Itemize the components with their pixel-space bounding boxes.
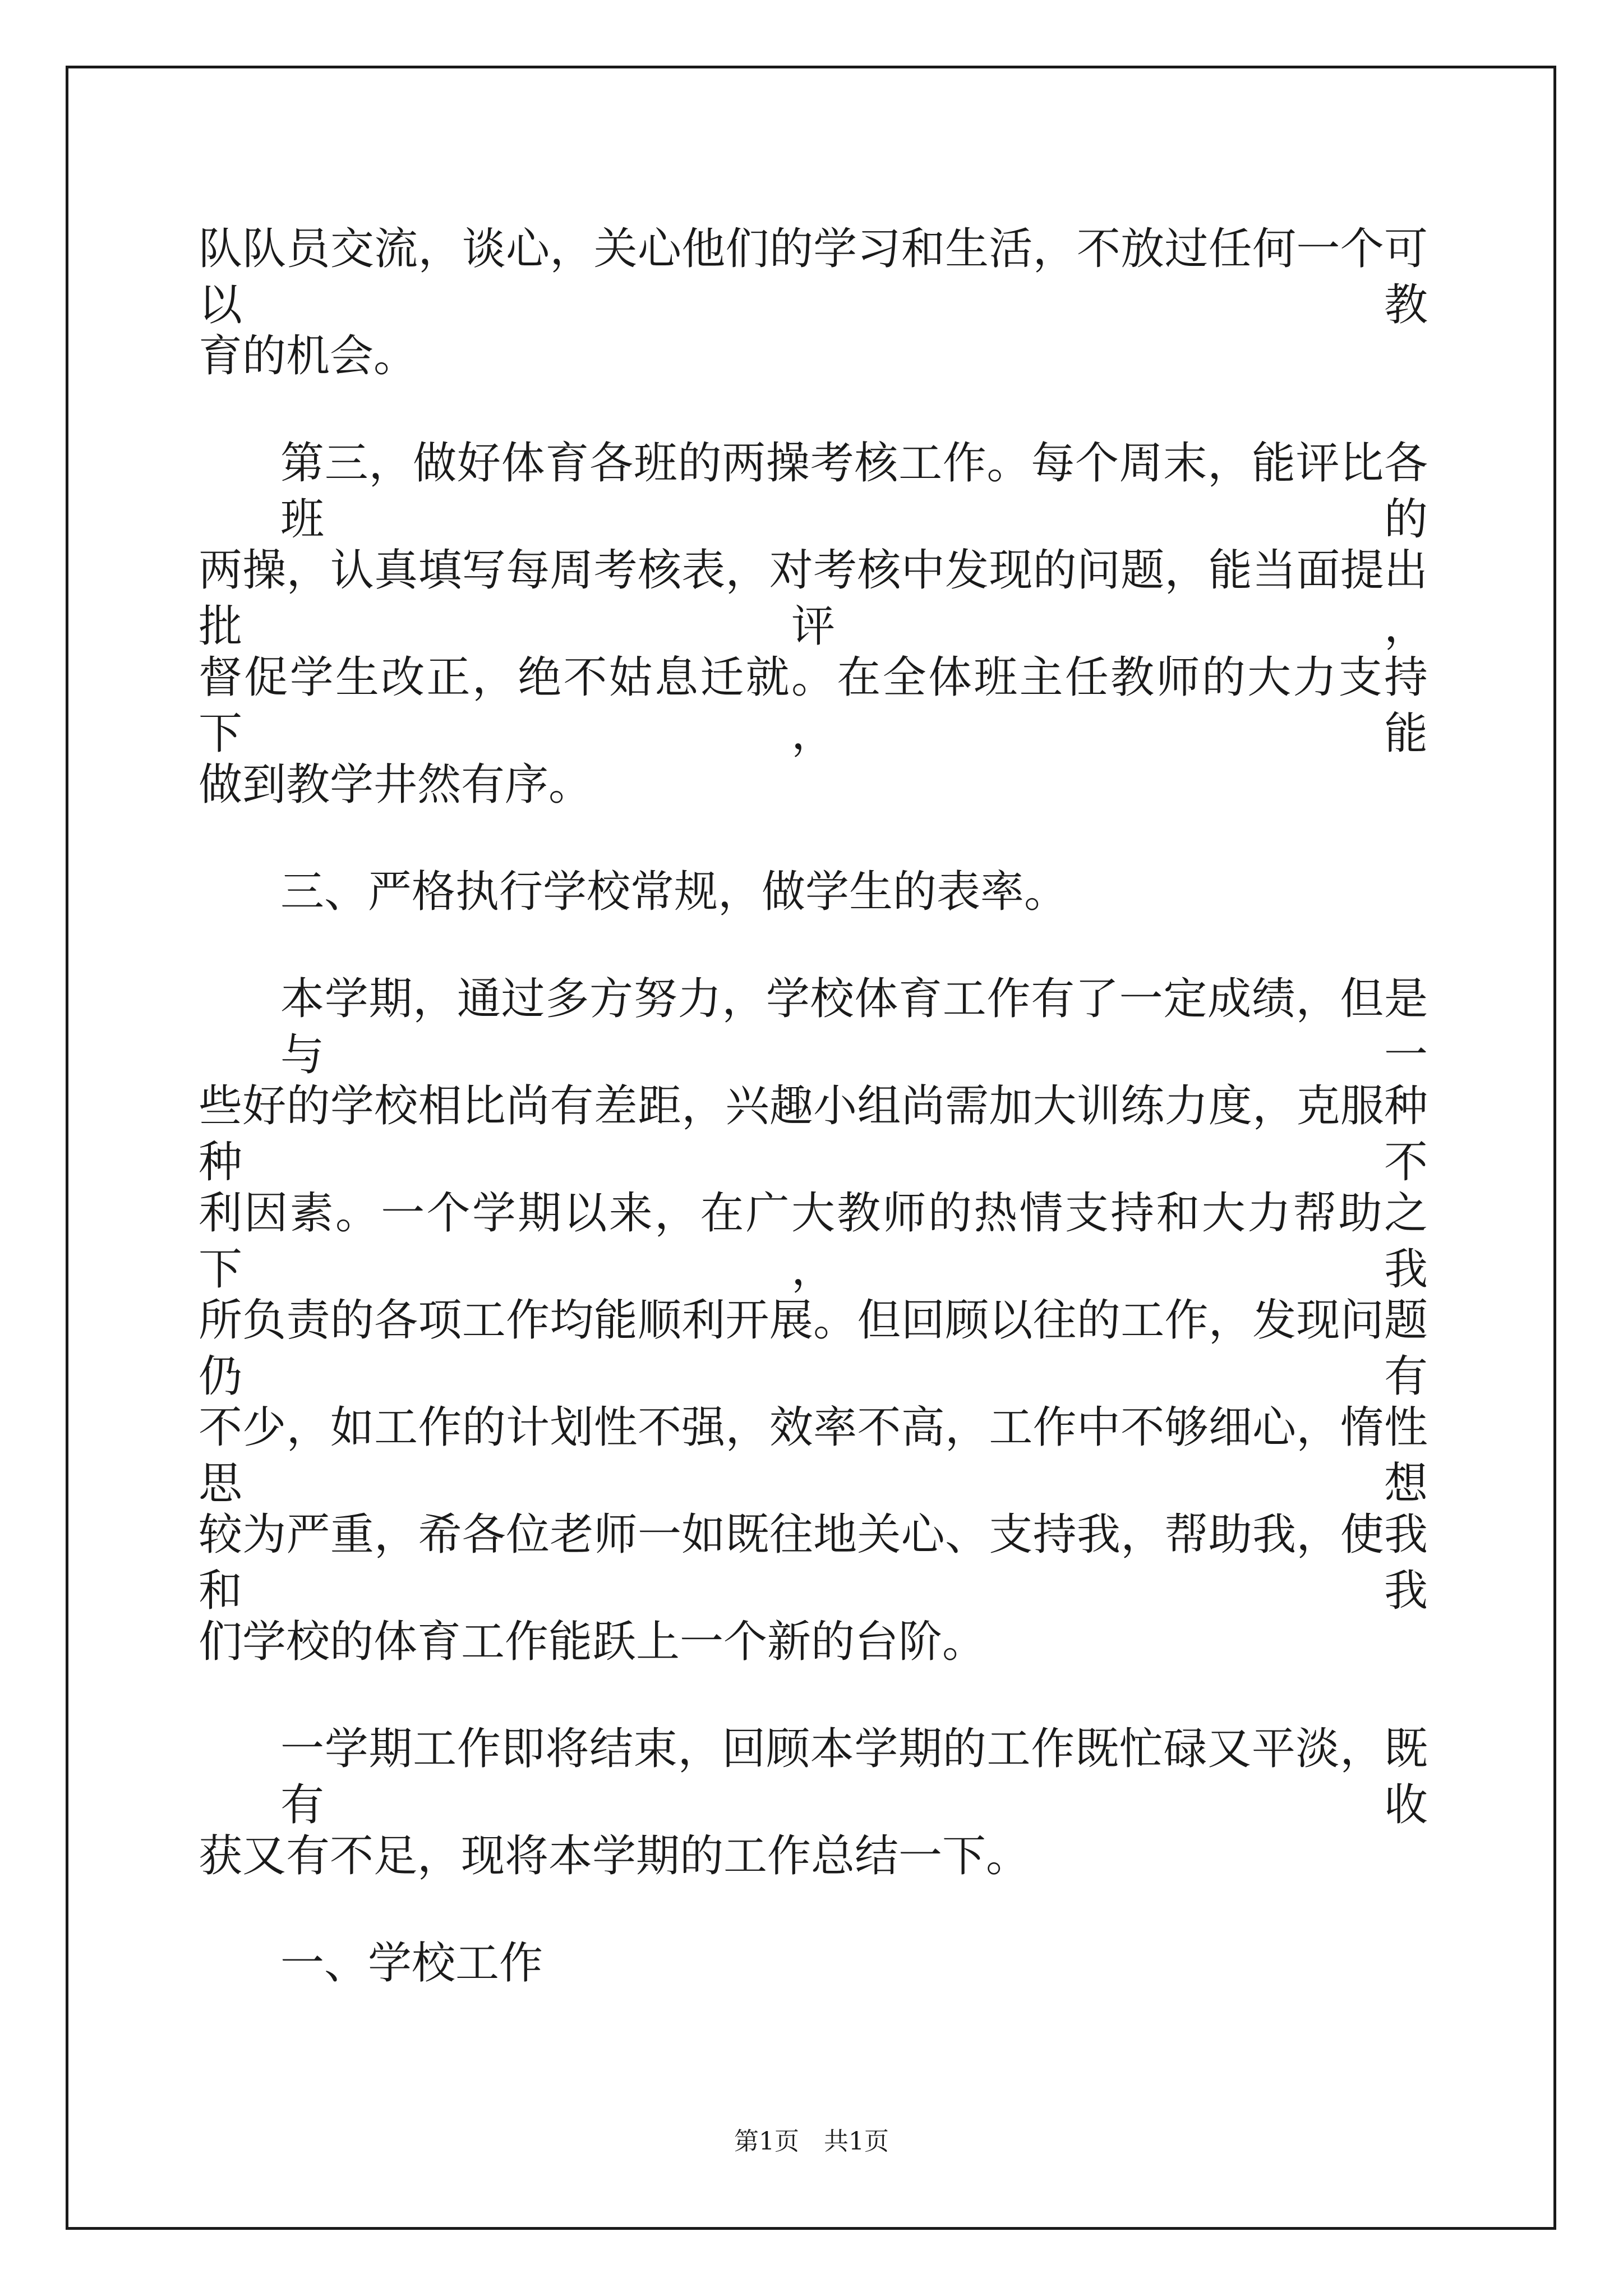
- page-number-footer: 第1页 共1页: [734, 2127, 889, 2156]
- text-line: 利因素。一个学期以来，在广大教师的热情支持和大力帮助之下，我: [199, 1188, 1428, 1295]
- section-heading: 三、严格执行学校常规，做学生的表率。: [280, 867, 1068, 917]
- text-line: 们学校的体育工作能跃上一个新的台阶。: [199, 1617, 986, 1667]
- text-line: 育的机会。: [199, 331, 418, 381]
- text-line: 一学期工作即将结束，回顾本学期的工作既忙碌又平淡，既有收: [280, 1724, 1428, 1830]
- text-line: 两操，认真填写每周考核表，对考核中发现的问题，能当面提出批评，: [199, 545, 1428, 652]
- text-line: 第三，做好体育各班的两操考核工作。每个周末，能评比各班的: [280, 438, 1428, 545]
- text-line: 做到教学井然有序。: [199, 760, 593, 810]
- text-line: 获又有不足，现将本学期的工作总结一下。: [199, 1831, 1030, 1881]
- text-line: 些好的学校相比尚有差距，兴趣小组尚需加大训练力度，克服种种不: [199, 1081, 1428, 1188]
- text-line: 所负责的各项工作均能顺利开展。但回顾以往的工作，发现问题仍有: [199, 1295, 1428, 1402]
- text-line: 督促学生改正，绝不姑息迁就。在全体班主任教师的大力支持下，能: [199, 652, 1428, 759]
- section-heading: 一、学校工作: [280, 1938, 543, 1989]
- text-line: 本学期，通过多方努力，学校体育工作有了一定成绩，但是与一: [280, 974, 1428, 1080]
- text-line: 较为严重，希各位老师一如既往地关心、支持我，帮助我，使我和我: [199, 1510, 1428, 1616]
- text-line: 不少，如工作的计划性不强，效率不高，工作中不够细心，惰性思想: [199, 1402, 1428, 1509]
- text-line: 队队员交流，谈心，关心他们的学习和生活，不放过任何一个可以教: [199, 224, 1428, 330]
